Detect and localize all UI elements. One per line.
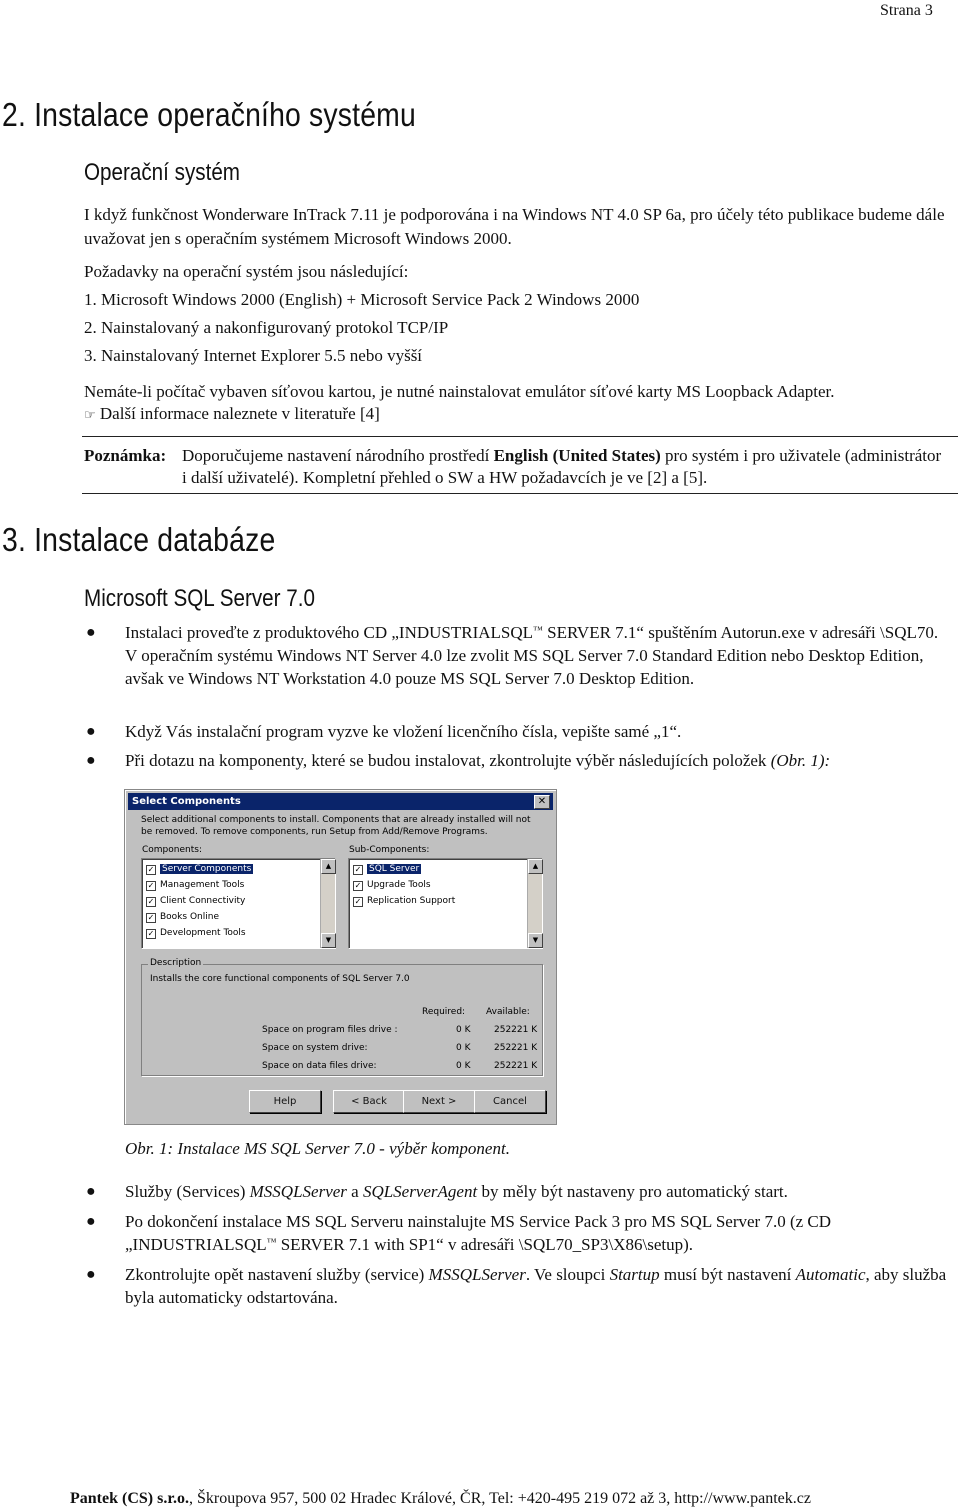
bullet-icon: ● (86, 1213, 96, 1230)
more-info-text: Další informace naleznete v literatuře [4] (99, 404, 380, 423)
space-row-label: Space on program files drive : (262, 1025, 398, 1035)
space-row-label: Space on data files drive: (262, 1061, 377, 1071)
close-icon[interactable]: ✕ (534, 795, 550, 809)
bullet-text-part: SERVER 7.1“ spuštěním Autorun.exe v adresáři \SQL70. V operačním systému Windows NT Server 4.0 lze zvolit MS SQL Server 7.0 Standard Edition nebo Desktop Edition, avšak ve Windows NT Workstation 4.0 pouze MS SQL Server 7.0 Desktop Edition. (125, 623, 939, 688)
back-button[interactable]: < Back (333, 1090, 405, 1113)
checkbox-checked-icon[interactable]: ✓ (147, 865, 155, 874)
subcomponents-scrollbar[interactable] (527, 859, 542, 948)
checkbox-checked-icon[interactable]: ✓ (147, 881, 155, 890)
subcomponent-item[interactable] (353, 894, 455, 908)
service-name: SQLServerAgent (362, 1182, 478, 1201)
bullet-icon: ● (86, 752, 96, 769)
dialog-title-bar (128, 793, 553, 810)
component-label: Books Online (160, 912, 219, 922)
note-label: Poznámka: (84, 446, 167, 465)
dialog-instruction: Select additional components to install. Components that are already installed will not be removed. To remove components, run Setup from Add/Remove Programs. (141, 815, 531, 837)
bullet-text-part: Služby (Services) (125, 1182, 250, 1201)
subcomponents-listbox[interactable] (348, 858, 543, 949)
requirement-item: 2. Nainstalovaný a nakonfigurovaný protokol TCP/IP (84, 318, 449, 337)
space-row-required: 0 K (456, 1061, 471, 1071)
space-row-available: 252221 K (494, 1025, 538, 1035)
component-item[interactable] (146, 878, 244, 892)
trademark: ™ (533, 625, 543, 636)
note-text-part: pro systém i pro uživatele (administrátor i další uživatelé). Kompletní přehled o SW a HW požadavcích je ve [2] a [5]. (182, 446, 942, 487)
bullet-text-part: musí být nastavení (659, 1265, 796, 1284)
bullet-icon: ● (86, 723, 96, 740)
pointing-hand-icon: ☞ (84, 408, 96, 423)
bullet-install-cd (125, 621, 950, 690)
figure-caption: Obr. 1: Instalace MS SQL Server 7.0 - výběr komponent. (125, 1139, 510, 1158)
required-label: Required: (422, 1007, 466, 1017)
bullet-icon: ● (86, 1183, 96, 1200)
bullet-license: Když Vás instalační program vyzve ke vložení licenčního čísla, vepište samé „1“. (125, 722, 682, 741)
footer-company: Pantek (CS) s.r.o. (70, 1490, 189, 1507)
more-info-line (84, 403, 380, 427)
bullet-text-part: a (346, 1182, 363, 1201)
bullet-text-part: . Ve sloupci (525, 1265, 610, 1284)
space-row-available: 252221 K (494, 1061, 538, 1071)
bullet-services (125, 1180, 950, 1203)
bullet-text-part: Zkontrolujte opět nastavení služby (service) (125, 1265, 429, 1284)
bullet-icon: ● (86, 624, 96, 641)
service-name: MSSQLServer (428, 1265, 526, 1284)
requirement-item: 3. Nainstalovaný Internet Explorer 5.5 nebo vyšší (84, 346, 423, 365)
select-components-dialog (124, 789, 557, 1125)
available-label: Available: (486, 1007, 530, 1017)
dialog-title: Select Components (132, 796, 241, 807)
cancel-button[interactable]: Cancel (474, 1090, 546, 1113)
component-label: Server Components (162, 864, 252, 874)
subcomponent-item[interactable] (353, 862, 421, 876)
section-3-title: 3. Instalace databáze (2, 521, 276, 558)
components-scrollbar[interactable] (320, 859, 335, 948)
network-note: Nemáte-li počítač vybaven síťovou kartou, je nutné nainstalovat emulátor síťové karty MS Loopback Adapter. (84, 382, 835, 401)
service-name: MSSQLServer (249, 1182, 347, 1201)
description-text: Installs the core functional components of SQL Server 7.0 (150, 974, 410, 984)
component-label: Management Tools (160, 880, 245, 890)
note-text-part: Doporučujeme nastavení národního prostředí (182, 446, 494, 465)
checkbox-checked-icon[interactable]: ✓ (147, 929, 155, 938)
subcomponents-label: Sub-Components: (349, 845, 430, 855)
subcomponent-item[interactable] (353, 878, 431, 892)
checkbox-checked-icon[interactable]: ✓ (354, 881, 362, 890)
note-bottom-rule (82, 493, 958, 494)
space-row-available: 252221 K (494, 1043, 538, 1053)
page-footer (70, 1490, 811, 1508)
subcomponent-label: SQL Server (369, 864, 420, 874)
bullet-text-part: Po dokončení instalace MS SQL Serveru nainstalujte MS Service Pack 3 pro MS SQL Server 7.0 (z CD „INDUSTRIALSQL (125, 1212, 832, 1254)
scroll-up-icon[interactable]: ▲ (321, 859, 336, 874)
help-button[interactable]: Help (249, 1090, 321, 1113)
section-2-subtitle: Operační systém (84, 159, 241, 186)
checkbox-checked-icon[interactable]: ✓ (147, 897, 155, 906)
bullet-text-part: by měly být nastaveny pro automatický start. (477, 1182, 788, 1201)
checkbox-checked-icon[interactable]: ✓ (354, 897, 362, 906)
components-label: Components: (142, 845, 202, 855)
section-2-title: 2. Instalace operačního systému (2, 96, 416, 133)
checkbox-checked-icon[interactable]: ✓ (354, 865, 362, 874)
section-3-subtitle: Microsoft SQL Server 7.0 (84, 585, 315, 612)
note-text (182, 445, 942, 489)
component-item[interactable] (146, 862, 253, 876)
component-item[interactable] (146, 926, 246, 940)
bullet-check-service (125, 1263, 950, 1309)
component-item[interactable] (146, 910, 219, 924)
description-label: Description (150, 958, 202, 968)
next-button[interactable]: Next > (403, 1090, 475, 1113)
trademark: ™ (266, 1237, 277, 1248)
intro-paragraph: I když funkčnost Wonderware InTrack 7.11 je podporována i na Windows NT 4.0 SP 6a, pro účely této publikace budeme dále uvažovat jen s operačním systémem Microsoft Windows 2000. (84, 205, 945, 248)
component-label: Development Tools (160, 928, 246, 938)
subcomponent-label: Replication Support (367, 896, 456, 906)
scroll-down-icon[interactable]: ▼ (321, 933, 336, 948)
scroll-up-icon[interactable]: ▲ (528, 859, 543, 874)
component-item[interactable] (146, 894, 245, 908)
requirements-heading: Požadavky na operační systém jsou následující: (84, 262, 409, 281)
space-row-label: Space on system drive: (262, 1043, 368, 1053)
requirement-item: 1. Microsoft Windows 2000 (English) + Microsoft Service Pack 2 Windows 2000 (84, 290, 640, 309)
bullet-text-part: Při dotazu na komponenty, které se budou instalovat, zkontrolujte výběr následujících položek (125, 751, 771, 770)
checkbox-checked-icon[interactable]: ✓ (147, 913, 155, 922)
space-row-required: 0 K (456, 1025, 471, 1035)
components-listbox[interactable] (141, 858, 336, 949)
note-top-rule (82, 436, 958, 437)
note-locale: English (United States) (493, 446, 661, 465)
bullet-text-part: SERVER 7.1 with SP1“ v adresáři \SQL70_SP3\X86\setup). (276, 1235, 694, 1254)
component-label: Client Connectivity (160, 896, 246, 906)
bullet-components (125, 749, 950, 772)
bullet-icon: ● (86, 1266, 96, 1283)
scroll-down-icon[interactable]: ▼ (528, 933, 543, 948)
page-number: Strana 3 (880, 2, 933, 19)
space-row-required: 0 K (456, 1043, 471, 1053)
bullet-service-pack (125, 1210, 950, 1256)
bullet-text-part: Instalaci proveďte z produktového CD „INDUSTRIALSQL (125, 623, 534, 642)
subcomponent-label: Upgrade Tools (367, 880, 431, 890)
bullet-text-part: , aby služba byla automaticky odstartována. (125, 1265, 947, 1307)
description-group (141, 958, 543, 1076)
footer-address: , Škroupova 957, 500 02 Hradec Králové, ČR, Tel: +420-495 219 072 až 3, http://www.pantek.cz (188, 1490, 811, 1507)
startup-value: Automatic (795, 1265, 866, 1284)
column-name: Startup (609, 1265, 660, 1284)
figure-reference: (Obr. 1): (770, 751, 831, 770)
